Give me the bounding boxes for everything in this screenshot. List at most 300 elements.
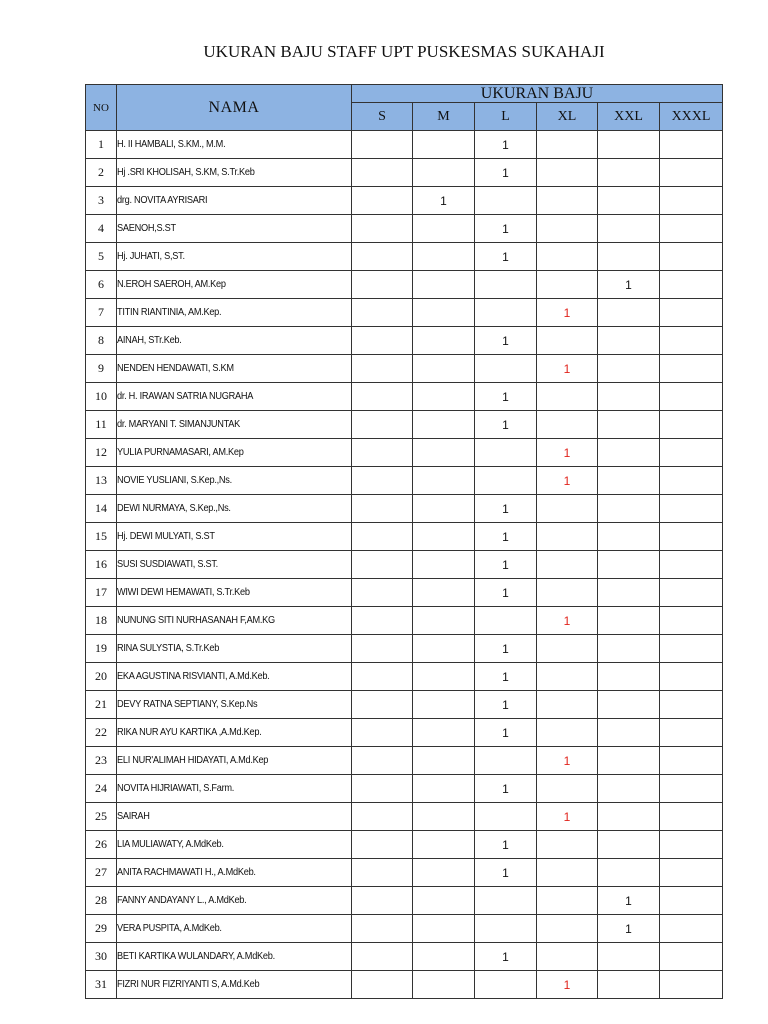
size-cell-xl <box>537 215 598 243</box>
row-number: 29 <box>86 915 117 943</box>
size-cell-xxl <box>598 719 660 747</box>
staff-name-cell <box>117 271 352 299</box>
size-cell-xxxl <box>660 467 723 495</box>
size-table <box>85 84 723 999</box>
size-cell-xl <box>537 495 598 523</box>
row-number: 19 <box>86 635 117 663</box>
row-number: 12 <box>86 439 117 467</box>
header-size-xxl: XXL <box>598 103 660 131</box>
size-cell-l: 1 <box>475 327 537 355</box>
staff-name-cell <box>117 551 352 579</box>
size-cell-s <box>352 859 413 887</box>
row-number: 13 <box>86 467 117 495</box>
staff-name-cell <box>117 719 352 747</box>
size-cell-xxxl <box>660 411 723 439</box>
header-size-xl: XL <box>537 103 598 131</box>
size-cell-l: 1 <box>475 831 537 859</box>
size-cell-xxl <box>598 411 660 439</box>
size-cell-m <box>413 579 475 607</box>
row-number: 28 <box>86 887 117 915</box>
size-cell-l: 1 <box>475 243 537 271</box>
table-row <box>86 663 723 691</box>
table-row <box>86 523 723 551</box>
size-cell-m <box>413 607 475 635</box>
staff-name-cell <box>117 327 352 355</box>
size-cell-s <box>352 215 413 243</box>
staff-name-cell <box>117 803 352 831</box>
row-number: 2 <box>86 159 117 187</box>
staff-name-cell <box>117 215 352 243</box>
size-cell-s <box>352 299 413 327</box>
size-cell-xl: 1 <box>537 467 598 495</box>
size-cell-s <box>352 887 413 915</box>
size-cell-m <box>413 831 475 859</box>
staff-name: EKA AGUSTINA RISVIANTI, A.Md.Keb. <box>117 671 270 682</box>
size-cell-m <box>413 299 475 327</box>
size-cell-xxl <box>598 943 660 971</box>
size-cell-m <box>413 915 475 943</box>
size-cell-xxl <box>598 663 660 691</box>
staff-name: WIWI DEWI HEMAWATI, S.Tr.Keb <box>117 587 250 598</box>
staff-name-cell <box>117 243 352 271</box>
size-cell-s <box>352 327 413 355</box>
row-number: 20 <box>86 663 117 691</box>
row-number: 7 <box>86 299 117 327</box>
size-cell-s <box>352 775 413 803</box>
staff-name-cell <box>117 411 352 439</box>
size-cell-xl: 1 <box>537 299 598 327</box>
staff-name-cell <box>117 943 352 971</box>
size-cell-xxl: 1 <box>598 915 660 943</box>
table-row <box>86 215 723 243</box>
size-cell-s <box>352 831 413 859</box>
size-cell-xxxl <box>660 131 723 159</box>
size-cell-m <box>413 327 475 355</box>
size-cell-s <box>352 355 413 383</box>
size-cell-xxxl <box>660 775 723 803</box>
staff-name: H. II HAMBALI, S.KM., M.M. <box>117 139 226 150</box>
size-cell-l <box>475 971 537 999</box>
size-cell-xxl <box>598 747 660 775</box>
size-cell-xxl <box>598 495 660 523</box>
size-cell-xxxl <box>660 887 723 915</box>
size-cell-s <box>352 803 413 831</box>
size-cell-m: 1 <box>413 187 475 215</box>
staff-name-cell <box>117 747 352 775</box>
table-row <box>86 383 723 411</box>
staff-name-cell <box>117 691 352 719</box>
header-nama: NAMA <box>117 85 352 131</box>
size-cell-l <box>475 467 537 495</box>
table-row <box>86 299 723 327</box>
size-cell-l: 1 <box>475 523 537 551</box>
size-cell-xl: 1 <box>537 971 598 999</box>
size-cell-l: 1 <box>475 579 537 607</box>
size-cell-xxxl <box>660 355 723 383</box>
staff-name: FIZRI NUR FIZRIYANTI S, A.Md.Keb <box>117 979 260 990</box>
table-row <box>86 915 723 943</box>
size-cell-xxxl <box>660 971 723 999</box>
size-cell-xxl <box>598 971 660 999</box>
staff-name: Hj. JUHATI, S,ST. <box>117 251 185 262</box>
size-cell-xl <box>537 635 598 663</box>
size-cell-m <box>413 215 475 243</box>
staff-name-cell <box>117 383 352 411</box>
row-number: 3 <box>86 187 117 215</box>
staff-name: FANNY ANDAYANY L., A.MdKeb. <box>117 895 247 906</box>
staff-name: AINAH, STr.Keb. <box>117 335 182 346</box>
table-row <box>86 691 723 719</box>
size-cell-xxxl <box>660 243 723 271</box>
staff-name-cell <box>117 495 352 523</box>
staff-name: SAENOH,S.ST <box>117 223 176 234</box>
size-cell-s <box>352 943 413 971</box>
staff-name: NENDEN HENDAWATI, S.KM <box>117 363 234 374</box>
table-row <box>86 271 723 299</box>
staff-name: YULIA PURNAMASARI, AM.Kep <box>117 447 244 458</box>
size-cell-m <box>413 943 475 971</box>
size-cell-xxxl <box>660 635 723 663</box>
size-cell-xl: 1 <box>537 607 598 635</box>
staff-name: NOVIE YUSLIANI, S.Kep.,Ns. <box>117 475 232 486</box>
size-cell-xxxl <box>660 607 723 635</box>
size-cell-xl <box>537 411 598 439</box>
size-cell-l <box>475 355 537 383</box>
size-cell-s <box>352 467 413 495</box>
size-cell-xxxl <box>660 383 723 411</box>
size-cell-m <box>413 803 475 831</box>
size-cell-m <box>413 243 475 271</box>
staff-name: RIKA NUR AYU KARTIKA ,A.Md.Kep. <box>117 727 262 738</box>
size-cell-xxxl <box>660 691 723 719</box>
staff-name: VERA PUSPITA, A.MdKeb. <box>117 923 222 934</box>
size-cell-xl <box>537 859 598 887</box>
size-cell-xxl <box>598 635 660 663</box>
table-row <box>86 495 723 523</box>
row-number: 31 <box>86 971 117 999</box>
staff-name: TITIN RIANTINIA, AM.Kep. <box>117 307 222 318</box>
size-cell-xxl <box>598 579 660 607</box>
row-number: 22 <box>86 719 117 747</box>
size-cell-m <box>413 439 475 467</box>
header-size-xxxl: XXXL <box>660 103 723 131</box>
staff-name: N.EROH SAEROH, AM.Kep <box>117 279 226 290</box>
staff-name-cell <box>117 663 352 691</box>
staff-name: Hj .SRI KHOLISAH, S.KM, S.Tr.Keb <box>117 167 255 178</box>
table-row <box>86 859 723 887</box>
staff-name-cell <box>117 159 352 187</box>
size-cell-m <box>413 859 475 887</box>
size-cell-l <box>475 607 537 635</box>
size-cell-m <box>413 691 475 719</box>
size-cell-xxxl <box>660 859 723 887</box>
size-cell-xl <box>537 943 598 971</box>
row-number: 30 <box>86 943 117 971</box>
size-cell-s <box>352 495 413 523</box>
size-cell-xxxl <box>660 187 723 215</box>
size-cell-l: 1 <box>475 495 537 523</box>
size-cell-m <box>413 971 475 999</box>
table-body <box>86 131 723 999</box>
size-cell-xl <box>537 551 598 579</box>
header-size-m: M <box>413 103 475 131</box>
size-cell-xxxl <box>660 747 723 775</box>
staff-name-cell <box>117 187 352 215</box>
size-cell-l: 1 <box>475 215 537 243</box>
size-cell-xxl <box>598 355 660 383</box>
row-number: 26 <box>86 831 117 859</box>
size-cell-xxxl <box>660 803 723 831</box>
staff-name-cell <box>117 299 352 327</box>
staff-name: ELI NUR'ALIMAH HIDAYATI, A.Md.Kep <box>117 755 269 766</box>
table-row <box>86 355 723 383</box>
row-number: 27 <box>86 859 117 887</box>
table-row <box>86 411 723 439</box>
row-number: 6 <box>86 271 117 299</box>
size-cell-xl <box>537 523 598 551</box>
size-cell-l: 1 <box>475 551 537 579</box>
size-cell-xxxl <box>660 299 723 327</box>
staff-name-cell <box>117 131 352 159</box>
size-cell-l <box>475 915 537 943</box>
size-cell-m <box>413 131 475 159</box>
table-row <box>86 971 723 999</box>
staff-name: DEWI NURMAYA, S.Kep.,Ns. <box>117 503 231 514</box>
header-no: NO <box>86 85 117 131</box>
size-cell-xxxl <box>660 663 723 691</box>
size-cell-s <box>352 579 413 607</box>
size-cell-s <box>352 635 413 663</box>
row-number: 14 <box>86 495 117 523</box>
staff-name-cell <box>117 775 352 803</box>
size-cell-xxxl <box>660 327 723 355</box>
staff-name-cell <box>117 915 352 943</box>
staff-name-cell <box>117 859 352 887</box>
size-cell-xxxl <box>660 915 723 943</box>
size-cell-xxxl <box>660 159 723 187</box>
header-size-l: L <box>475 103 537 131</box>
size-cell-s <box>352 551 413 579</box>
table-row <box>86 551 723 579</box>
row-number: 11 <box>86 411 117 439</box>
size-cell-s <box>352 691 413 719</box>
row-number: 16 <box>86 551 117 579</box>
size-cell-xxl <box>598 327 660 355</box>
size-cell-m <box>413 467 475 495</box>
staff-name: SUSI SUSDIAWATI, S.ST. <box>117 559 218 570</box>
size-cell-xxl <box>598 159 660 187</box>
size-cell-l <box>475 887 537 915</box>
size-cell-s <box>352 411 413 439</box>
size-cell-xxl: 1 <box>598 271 660 299</box>
size-cell-m <box>413 635 475 663</box>
size-cell-l <box>475 803 537 831</box>
size-cell-l: 1 <box>475 159 537 187</box>
size-cell-m <box>413 551 475 579</box>
size-cell-s <box>352 747 413 775</box>
size-cell-l <box>475 299 537 327</box>
staff-name: LIA MULIAWATY, A.MdKeb. <box>117 839 224 850</box>
size-cell-s <box>352 607 413 635</box>
table-row <box>86 579 723 607</box>
size-cell-xl <box>537 383 598 411</box>
size-cell-l <box>475 439 537 467</box>
size-cell-s <box>352 439 413 467</box>
size-cell-xxl <box>598 187 660 215</box>
table-row <box>86 831 723 859</box>
size-cell-m <box>413 719 475 747</box>
table-row <box>86 327 723 355</box>
size-cell-s <box>352 971 413 999</box>
table-row <box>86 439 723 467</box>
staff-name: RINA SULYSTIA, S.Tr.Keb <box>117 643 220 654</box>
size-cell-xl <box>537 131 598 159</box>
size-cell-m <box>413 747 475 775</box>
size-cell-l: 1 <box>475 663 537 691</box>
table-row <box>86 159 723 187</box>
size-cell-m <box>413 159 475 187</box>
size-cell-l: 1 <box>475 719 537 747</box>
table-row <box>86 243 723 271</box>
staff-name-cell <box>117 523 352 551</box>
row-number: 4 <box>86 215 117 243</box>
page-title: UKURAN BAJU STAFF UPT PUSKESMAS SUKAHAJI <box>203 42 605 61</box>
row-number: 10 <box>86 383 117 411</box>
table-row <box>86 775 723 803</box>
size-cell-xxl <box>598 607 660 635</box>
size-cell-xxl <box>598 551 660 579</box>
size-cell-l <box>475 271 537 299</box>
table-row <box>86 943 723 971</box>
size-cell-xl <box>537 719 598 747</box>
staff-name-cell <box>117 971 352 999</box>
size-cell-m <box>413 495 475 523</box>
size-cell-xl: 1 <box>537 355 598 383</box>
table-row <box>86 747 723 775</box>
table-row <box>86 719 723 747</box>
size-cell-xl <box>537 159 598 187</box>
staff-name: ANITA RACHMAWATI H., A.MdKeb. <box>117 867 256 878</box>
staff-name-cell <box>117 579 352 607</box>
size-cell-s <box>352 719 413 747</box>
size-cell-xxxl <box>660 215 723 243</box>
size-cell-xl <box>537 915 598 943</box>
staff-name-cell <box>117 635 352 663</box>
row-number: 15 <box>86 523 117 551</box>
size-cell-l: 1 <box>475 691 537 719</box>
size-cell-xxl: 1 <box>598 887 660 915</box>
size-cell-xxl <box>598 803 660 831</box>
staff-name-cell <box>117 467 352 495</box>
size-cell-l: 1 <box>475 411 537 439</box>
staff-name-cell <box>117 607 352 635</box>
size-cell-xl <box>537 775 598 803</box>
size-cell-l: 1 <box>475 383 537 411</box>
staff-name: dr. H. IRAWAN SATRIA NUGRAHA <box>117 391 254 402</box>
staff-name: NOVITA HIJRIAWATI, S.Farm. <box>117 783 235 794</box>
size-cell-s <box>352 523 413 551</box>
size-cell-xl <box>537 271 598 299</box>
size-cell-xl: 1 <box>537 747 598 775</box>
size-cell-xxxl <box>660 523 723 551</box>
size-cell-m <box>413 411 475 439</box>
size-cell-xl: 1 <box>537 803 598 831</box>
size-cell-xl <box>537 663 598 691</box>
size-cell-s <box>352 243 413 271</box>
size-cell-l: 1 <box>475 635 537 663</box>
size-cell-xxxl <box>660 943 723 971</box>
size-cell-xl <box>537 691 598 719</box>
size-cell-xl: 1 <box>537 439 598 467</box>
row-number: 21 <box>86 691 117 719</box>
size-cell-xl <box>537 187 598 215</box>
size-cell-xxl <box>598 215 660 243</box>
size-cell-xl <box>537 831 598 859</box>
size-cell-xxl <box>598 859 660 887</box>
table-row <box>86 607 723 635</box>
size-cell-m <box>413 355 475 383</box>
size-cell-s <box>352 915 413 943</box>
row-number: 8 <box>86 327 117 355</box>
size-cell-xxl <box>598 131 660 159</box>
size-cell-xxl <box>598 775 660 803</box>
size-cell-l: 1 <box>475 943 537 971</box>
size-cell-m <box>413 887 475 915</box>
size-cell-l: 1 <box>475 859 537 887</box>
size-cell-s <box>352 663 413 691</box>
size-cell-xxl <box>598 831 660 859</box>
size-cell-l: 1 <box>475 131 537 159</box>
size-cell-xxxl <box>660 719 723 747</box>
size-cell-l <box>475 747 537 775</box>
row-number: 18 <box>86 607 117 635</box>
size-cell-m <box>413 775 475 803</box>
header-ukuran-baju: UKURAN BAJU <box>352 85 723 103</box>
table-row <box>86 467 723 495</box>
size-cell-xxl <box>598 467 660 495</box>
table-row <box>86 635 723 663</box>
size-cell-xxxl <box>660 831 723 859</box>
row-number: 17 <box>86 579 117 607</box>
size-cell-xxl <box>598 299 660 327</box>
staff-name: drg. NOVITA AYRISARI <box>117 195 208 206</box>
staff-name-cell <box>117 439 352 467</box>
size-cell-s <box>352 187 413 215</box>
header-size-s: S <box>352 103 413 131</box>
size-cell-m <box>413 383 475 411</box>
size-cell-xl <box>537 327 598 355</box>
table-row <box>86 803 723 831</box>
size-cell-s <box>352 383 413 411</box>
staff-name-cell <box>117 831 352 859</box>
size-cell-l <box>475 187 537 215</box>
size-cell-xl <box>537 579 598 607</box>
size-cell-s <box>352 271 413 299</box>
size-cell-xxl <box>598 243 660 271</box>
size-cell-s <box>352 131 413 159</box>
size-cell-xxl <box>598 439 660 467</box>
size-cell-m <box>413 271 475 299</box>
table-row <box>86 131 723 159</box>
staff-name: BETI KARTIKA WULANDARY, A.MdKeb. <box>117 951 275 962</box>
row-number: 23 <box>86 747 117 775</box>
size-cell-xxxl <box>660 271 723 299</box>
size-cell-l: 1 <box>475 775 537 803</box>
size-cell-xxxl <box>660 439 723 467</box>
size-cell-s <box>352 159 413 187</box>
row-number: 5 <box>86 243 117 271</box>
size-cell-xl <box>537 243 598 271</box>
